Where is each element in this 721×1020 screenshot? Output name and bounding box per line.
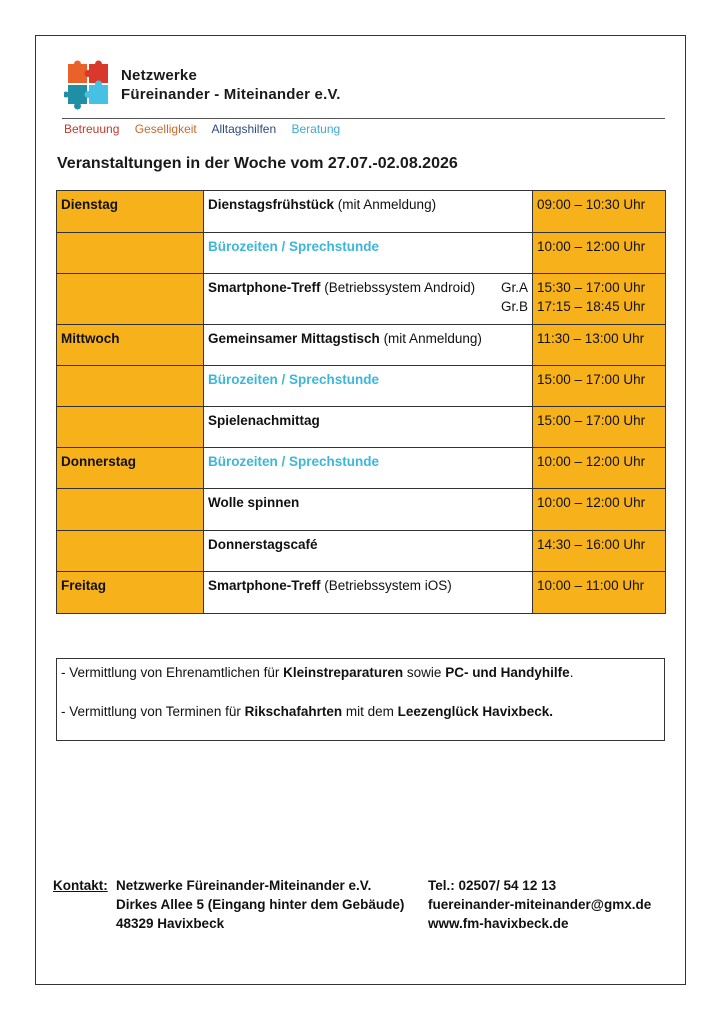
organization-name bbox=[121, 66, 341, 104]
tagline-beratung: Beratung bbox=[291, 122, 341, 136]
event-cell bbox=[204, 233, 533, 274]
note-emphasis: PC- und Handyhilfe bbox=[445, 665, 570, 680]
org-name-line-2: Füreinander - Miteinander e.V. bbox=[121, 86, 341, 103]
table-row bbox=[57, 448, 666, 489]
table-row bbox=[57, 572, 666, 614]
table-row bbox=[57, 366, 666, 407]
note-emphasis: Leezenglück Havixbeck. bbox=[397, 704, 553, 719]
tagline-betreuung: Betreuung bbox=[64, 122, 120, 136]
day-cell: Mittwoch bbox=[57, 325, 204, 366]
schedule-table bbox=[56, 190, 666, 614]
event-name: Smartphone-Treff bbox=[208, 578, 321, 593]
table-row bbox=[57, 325, 666, 366]
day-cell bbox=[57, 274, 204, 325]
note-rickshaw bbox=[61, 703, 660, 721]
event-name: Wolle spinnen bbox=[208, 495, 300, 510]
day-cell bbox=[57, 233, 204, 274]
org-name-line-1: Netzwerke bbox=[121, 67, 198, 84]
event-name: Donnerstagscafé bbox=[208, 537, 318, 552]
table-row bbox=[57, 489, 666, 531]
contact-details bbox=[428, 876, 651, 933]
note-repairs bbox=[61, 664, 660, 682]
day-cell: Donnerstag bbox=[57, 448, 204, 489]
group-b-label: Gr.B bbox=[500, 299, 528, 314]
contact-email[interactable]: fuereinander-miteinander@gmx.de bbox=[428, 897, 652, 912]
note-text: - Vermittlung von Ehrenamtlichen für bbox=[61, 665, 284, 680]
time-group-b: 17:15 – 18:45 Uhr bbox=[537, 299, 646, 314]
contact-city: 48329 Havixbeck bbox=[116, 916, 225, 931]
event-cell bbox=[204, 489, 533, 531]
event-name: Smartphone-Treff bbox=[208, 280, 321, 295]
time-cell: 11:30 – 13:00 Uhr bbox=[533, 325, 666, 366]
time-group-a: 15:30 – 17:00 Uhr bbox=[537, 280, 646, 295]
day-cell bbox=[57, 531, 204, 572]
event-cell bbox=[204, 366, 533, 407]
header-divider bbox=[62, 118, 665, 119]
puzzle-logo-icon bbox=[64, 60, 112, 110]
contact-org: Netzwerke Füreinander-Miteinander e.V. bbox=[116, 878, 372, 893]
event-name: Bürozeiten / Sprechstunde bbox=[208, 239, 380, 254]
event-name: Bürozeiten / Sprechstunde bbox=[208, 454, 380, 469]
day-cell: Freitag bbox=[57, 572, 204, 614]
note-text: sowie bbox=[403, 665, 446, 680]
event-cell bbox=[204, 191, 533, 233]
note-text: . bbox=[569, 665, 574, 680]
time-cell: 15:00 – 17:00 Uhr bbox=[533, 366, 666, 407]
day-cell bbox=[57, 489, 204, 531]
contact-street: Dirkes Allee 5 (Eingang hinter dem Gebäude) bbox=[116, 897, 405, 912]
day-cell bbox=[57, 366, 204, 407]
notes-box bbox=[56, 658, 665, 741]
time-cell: 10:00 – 11:00 Uhr bbox=[533, 572, 666, 614]
event-name: Spielenachmittag bbox=[208, 413, 320, 428]
event-note: (Betriebssystem iOS) bbox=[320, 578, 452, 593]
taglines bbox=[64, 122, 352, 136]
time-cell: 10:00 – 12:00 Uhr bbox=[533, 448, 666, 489]
table-row bbox=[57, 274, 666, 325]
page-title: Veranstaltungen in der Woche vom 27.07.-02.08.2026 bbox=[57, 155, 458, 172]
event-cell bbox=[204, 325, 533, 366]
day-cell bbox=[57, 407, 204, 448]
time-cell: 10:00 – 12:00 Uhr bbox=[533, 233, 666, 274]
note-emphasis: Rikschafahrten bbox=[244, 704, 343, 719]
table-row bbox=[57, 531, 666, 572]
contact-address bbox=[116, 876, 404, 933]
table-row bbox=[57, 407, 666, 448]
event-cell bbox=[204, 572, 533, 614]
contact-label: Kontakt: bbox=[53, 878, 108, 893]
event-cell bbox=[204, 448, 533, 489]
note-emphasis: Kleinstreparaturen bbox=[283, 665, 404, 680]
event-name: Bürozeiten / Sprechstunde bbox=[208, 372, 380, 387]
time-cell bbox=[533, 274, 666, 325]
group-a-label: Gr.A bbox=[500, 280, 528, 295]
event-cell bbox=[204, 407, 533, 448]
event-cell bbox=[204, 531, 533, 572]
note-text: - Vermittlung von Terminen für bbox=[61, 704, 245, 719]
tagline-geselligkeit: Geselligkeit bbox=[134, 122, 197, 136]
event-note: (Betriebssystem Android) bbox=[320, 280, 476, 295]
note-text: mit dem bbox=[342, 704, 398, 719]
event-note: (mit Anmeldung) bbox=[334, 197, 437, 212]
contact-website[interactable]: www.fm-havixbeck.de bbox=[428, 916, 569, 931]
day-cell: Dienstag bbox=[57, 191, 204, 233]
event-name: Dienstagsfrühstück bbox=[208, 197, 335, 212]
table-row bbox=[57, 233, 666, 274]
event-cell bbox=[204, 274, 533, 325]
contact-phone: Tel.: 02507/ 54 12 13 bbox=[428, 878, 557, 893]
time-cell: 14:30 – 16:00 Uhr bbox=[533, 531, 666, 572]
time-cell: 09:00 – 10:30 Uhr bbox=[533, 191, 666, 233]
event-name: Gemeinsamer Mittagstisch bbox=[208, 331, 380, 346]
time-cell: 10:00 – 12:00 Uhr bbox=[533, 489, 666, 531]
tagline-alltagshilfen: Alltagshilfen bbox=[211, 122, 277, 136]
time-cell: 15:00 – 17:00 Uhr bbox=[533, 407, 666, 448]
event-note: (mit Anmeldung) bbox=[379, 331, 482, 346]
table-row bbox=[57, 191, 666, 233]
